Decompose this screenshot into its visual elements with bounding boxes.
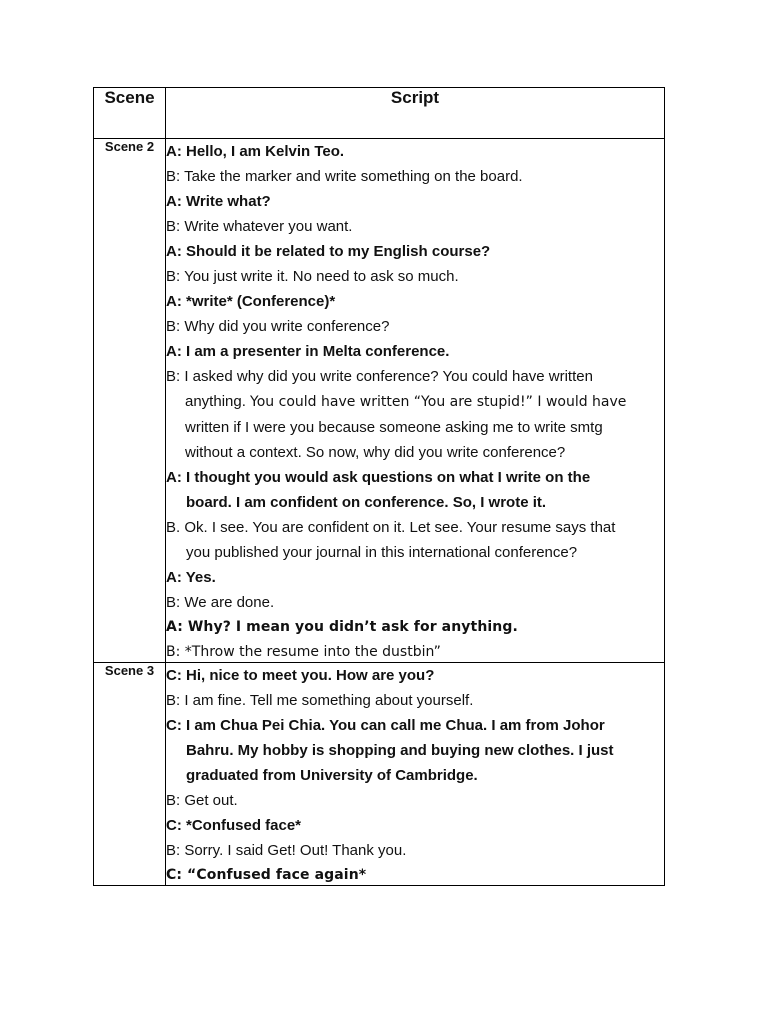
script-table (93, 87, 665, 886)
dialogue-line: C: “Confused face again* (166, 867, 367, 883)
dialogue-line-continuation: written if I were you because someone asking me to write smtg (185, 419, 603, 436)
dialogue-line: B: We are done. (166, 594, 275, 611)
dialogue-line: B: Write whatever you want. (166, 218, 353, 235)
table-row-scene-2 (94, 139, 665, 663)
dialogue-line: A: Why? I mean you didn’t ask for anything. (166, 619, 518, 635)
scene-label: Scene 2 (94, 139, 166, 663)
dialogue-line: A: I am a presenter in Melta conference. (166, 343, 450, 360)
script-column-header: Script (166, 88, 665, 139)
dialogue-line: B: Sorry. I said Get! Out! Thank you. (166, 842, 407, 859)
dialogue-line: A: Hello, I am Kelvin Teo. (166, 143, 345, 160)
dialogue-line-continuation: board. I am confident on conference. So, I wrote it. (186, 494, 547, 511)
script-lines (166, 139, 665, 663)
dialogue-line: C: I am Chua Pei Chia. You can call me Chua. I am from Johor (166, 717, 605, 734)
dialogue-line: B: *Throw the resume into the dustbin” (166, 644, 441, 660)
dialogue-line-continuation: you published your journal in this international conference? (186, 544, 578, 561)
dialogue-line-continuation: Bahru. My hobby is shopping and buying new clothes. I just (186, 742, 614, 759)
dialogue-line: A: I thought you would ask questions on what I write on the (166, 469, 591, 486)
table-header-row (94, 88, 665, 139)
dialogue-line: B: Take the marker and write something on the board. (166, 168, 523, 185)
dialogue-line: B: I am fine. Tell me something about yourself. (166, 692, 474, 709)
dialogue-line: B: You just write it. No need to ask so much. (166, 268, 459, 285)
dialogue-line: B: Get out. (166, 792, 238, 809)
dialogue-text: anything. (185, 393, 251, 410)
dialogue-line-continuation: without a context. So now, why did you write conference? (185, 444, 566, 461)
table-row-scene-3 (94, 663, 665, 886)
dialogue-line: A: Write what? (166, 193, 271, 210)
dialogue-line: A: Should it be related to my English course? (166, 243, 491, 260)
dialogue-line-continuation: graduated from University of Cambridge. (186, 767, 478, 784)
dialogue-line: C: *Confused face* (166, 817, 302, 834)
dialogue-line: B: Why did you write conference? (166, 318, 390, 335)
scene-column-header: Scene (94, 88, 166, 139)
dialogue-line: B: I asked why did you write conference? You could have written (166, 368, 593, 385)
scene-label: Scene 3 (94, 663, 166, 886)
dialogue-line: A: *write* (Conference)* (166, 293, 336, 310)
dialogue-line: B. Ok. I see. You are confident on it. Let see. Your resume says that (166, 519, 616, 536)
dialogue-text: You could have written “You are stupid!” I would have (250, 394, 627, 410)
dialogue-line: C: Hi, nice to meet you. How are you? (166, 667, 435, 684)
script-lines (166, 663, 665, 886)
dialogue-line-continuation (166, 392, 664, 412)
dialogue-line: A: Yes. (166, 569, 216, 586)
